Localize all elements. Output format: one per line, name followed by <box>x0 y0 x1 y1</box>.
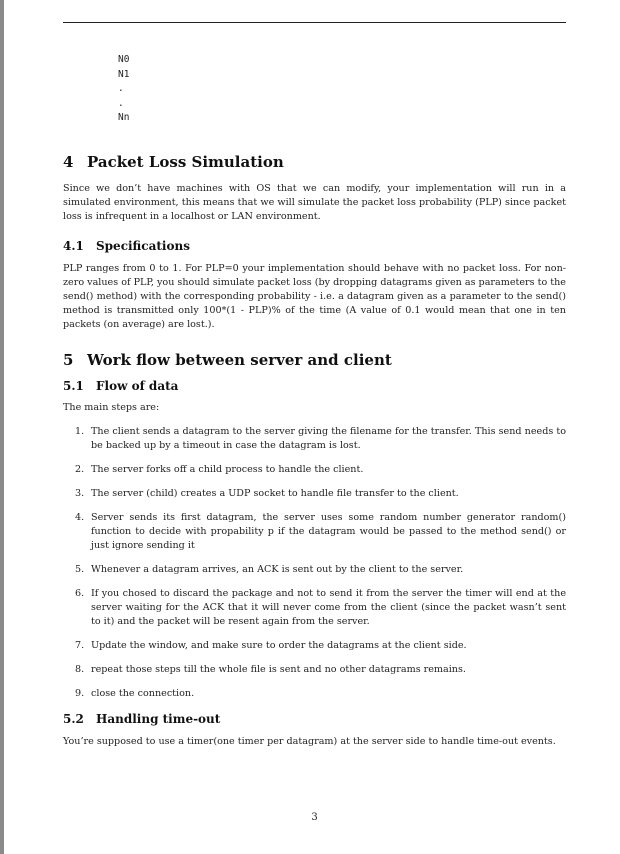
list-item <box>63 463 566 477</box>
list-item-text: repeat those steps till the whole file is sent and no other datagrams remains. <box>91 664 466 675</box>
section-5-heading <box>63 351 392 369</box>
list-item <box>63 587 566 629</box>
section-number: 5.1 <box>63 379 84 393</box>
section-5-2-paragraph: You’re supposed to use a timer(one timer per datagram) at the server side to handle time-out events. <box>63 736 556 747</box>
list-item <box>63 487 566 501</box>
list-item <box>63 639 566 653</box>
list-item <box>63 663 566 677</box>
section-5-2-heading <box>63 712 220 726</box>
header-rule <box>63 22 566 23</box>
section-title: Work flow between server and client <box>87 351 392 369</box>
steps-intro: The main steps are: <box>63 402 160 413</box>
list-item-text: The server (child) creates a UDP socket to handle file transfer to the client. <box>91 488 459 499</box>
document-page <box>63 0 566 854</box>
section-title: Packet Loss Simulation <box>87 153 284 171</box>
section-4-1-heading <box>63 239 190 253</box>
list-marker: 5. <box>75 564 85 575</box>
list-marker: 1. <box>75 426 85 437</box>
list-marker: 7. <box>75 640 85 651</box>
list-marker: 9. <box>75 688 85 699</box>
list-item-text: The server forks off a child process to handle the client. <box>91 464 364 475</box>
list-marker: 8. <box>75 664 85 675</box>
list-item <box>63 687 566 701</box>
section-title: Specifications <box>96 239 190 253</box>
list-marker: 2. <box>75 464 85 475</box>
list-item <box>63 563 566 577</box>
list-item-text: The client sends a datagram to the server giving the filename for the transfer. This send needs to be backed up by a timeout in case the datagram is lost. <box>91 426 566 451</box>
section-number: 4.1 <box>63 239 84 253</box>
list-item-text: Server sends its first datagram, the server uses some random number generator random() function to decide with propability p if the datagram would be passed to the method send() or just ignore sending it <box>91 512 566 551</box>
steps-list <box>63 425 566 711</box>
code-line: N1 <box>118 68 130 80</box>
section-4-paragraph: Since we don’t have machines with OS that we can modify, your implementation will run in a simulated environment, this means that we will simulate the packet loss probability (PLP) since packet loss is infrequent in a localhost or LAN environment. <box>63 183 566 222</box>
list-item-text: Update the window, and make sure to order the datagrams at the client side. <box>91 640 467 651</box>
section-title: Handling time-out <box>96 712 221 726</box>
list-item <box>63 425 566 453</box>
list-item-text: Whenever a datagram arrives, an ACK is sent out by the client to the server. <box>91 564 464 575</box>
section-4-1-paragraph: PLP ranges from 0 to 1. For PLP=0 your implementation should behave with no packet loss. For non-zero values of PLP, you should simulate packet loss (by dropping datagrams given as parameters to the send() method) with the corresponding probability - i.e. a datagram given as a parameter to the send() method is transmitted only 100*(1 - PLP)% of the time (A value of 0.1 would mean that one in ten packets (on average) are lost.). <box>63 263 566 330</box>
list-marker: 4. <box>75 512 85 523</box>
code-line: N0 <box>118 54 130 65</box>
page-number: 3 <box>311 812 318 823</box>
section-number: 5.2 <box>63 712 84 726</box>
section-title: Flow of data <box>96 379 179 393</box>
list-item <box>63 511 566 553</box>
section-4-heading <box>63 153 284 171</box>
list-marker: 3. <box>75 488 85 499</box>
section-5-1-heading <box>63 379 178 393</box>
section-number: 5 <box>63 351 74 369</box>
code-block <box>118 53 129 126</box>
page-edge-shadow <box>0 0 4 854</box>
section-number: 4 <box>63 153 74 171</box>
list-item-text: If you chosed to discard the package and not to send it from the server the timer will end at the server waiting for the ACK that it will never come from the client (since the packet wasn’t sent to it) and the packet will be resent again from the server. <box>91 588 566 627</box>
list-marker: 6. <box>75 588 85 599</box>
code-line: . <box>118 97 124 109</box>
code-line: . <box>118 83 124 94</box>
list-item-text: close the connection. <box>91 688 195 699</box>
code-line: Nn <box>118 112 130 123</box>
